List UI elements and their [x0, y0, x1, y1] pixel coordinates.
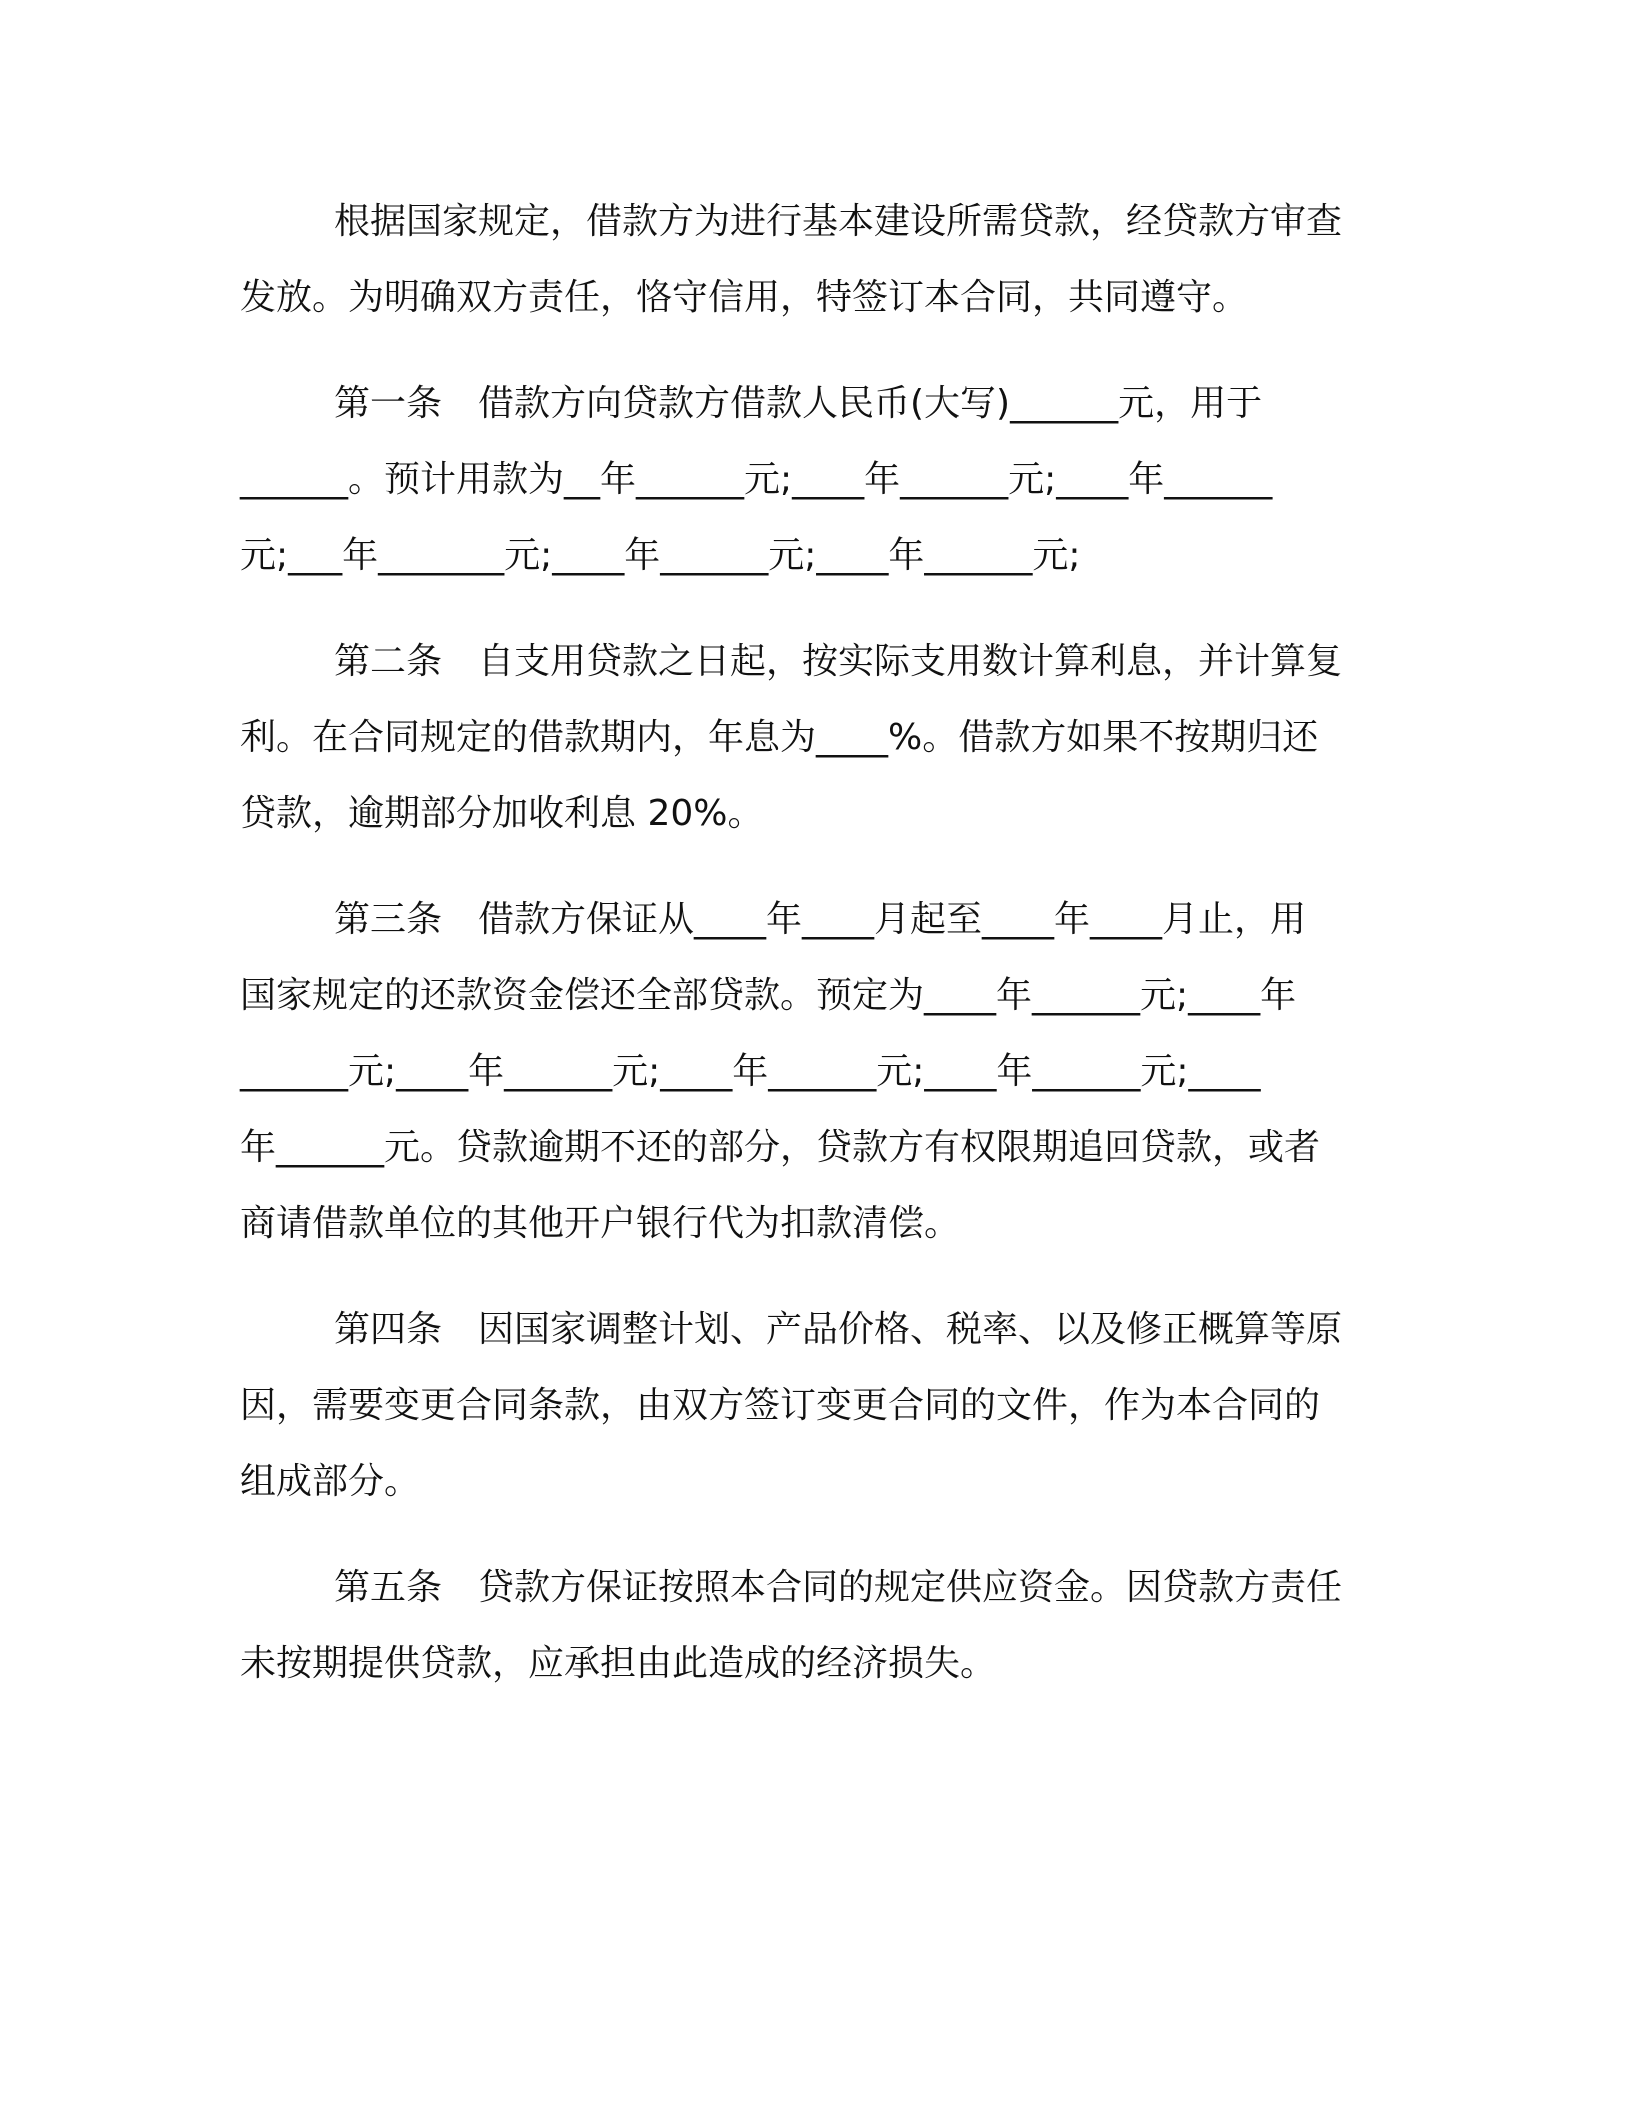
paragraph-line: 组成部分。 — [240, 1461, 421, 1502]
intro-paragraph — [240, 184, 1380, 336]
paragraph-line: ______元;____年______元;____年______元;____年______元;____ — [240, 1051, 1261, 1092]
paragraph-line: 根据国家规定，借款方为进行基本建设所需贷款，经贷款方审查 — [334, 201, 1343, 242]
paragraph-line: 商请借款单位的其他开户银行代为扣款清偿。 — [240, 1203, 961, 1244]
paragraph-line: 第三条 借款方保证从____年____月起至____年____月止，用 — [334, 899, 1307, 940]
article-1 — [240, 366, 1380, 594]
paragraph-line: 贷款，逾期部分加收利息 20%。 — [240, 793, 764, 834]
paragraph-line: 第一条 借款方向贷款方借款人民币(大写)______元，用于 — [334, 383, 1263, 424]
paragraph-line: ______。预计用款为__年______元;____年______元;____年______ — [240, 459, 1273, 500]
paragraph-line: 发放。为明确双方责任，恪守信用，特签订本合同，共同遵守。 — [240, 277, 1249, 318]
paragraph-line: 未按期提供贷款，应承担由此造成的经济损失。 — [240, 1643, 997, 1684]
paragraph-line: 第五条 贷款方保证按照本合同的规定供应资金。因贷款方责任 — [334, 1567, 1343, 1608]
article-3 — [240, 882, 1380, 1262]
document-body — [240, 184, 1380, 1702]
article-5 — [240, 1550, 1380, 1702]
paragraph-line: 因，需要变更合同条款，由双方签订变更合同的文件，作为本合同的 — [240, 1385, 1321, 1426]
article-2 — [240, 624, 1380, 852]
article-4 — [240, 1292, 1380, 1520]
paragraph-line: 利。在合同规定的借款期内，年息为____%。借款方如果不按期归还 — [240, 717, 1319, 758]
paragraph-line: 第四条 因国家调整计划、产品价格、税率、以及修正概算等原 — [334, 1309, 1343, 1350]
paragraph-line: 国家规定的还款资金偿还全部贷款。预定为____年______元;____年 — [240, 975, 1297, 1016]
paragraph-line: 年______元。贷款逾期不还的部分，贷款方有权限期追回贷款，或者 — [240, 1127, 1321, 1168]
paragraph-line: 第二条 自支用贷款之日起，按实际支用数计算利息，并计算复 — [334, 641, 1343, 682]
paragraph-line: 元;___年_______元;____年______元;____年______元; — [240, 535, 1081, 576]
